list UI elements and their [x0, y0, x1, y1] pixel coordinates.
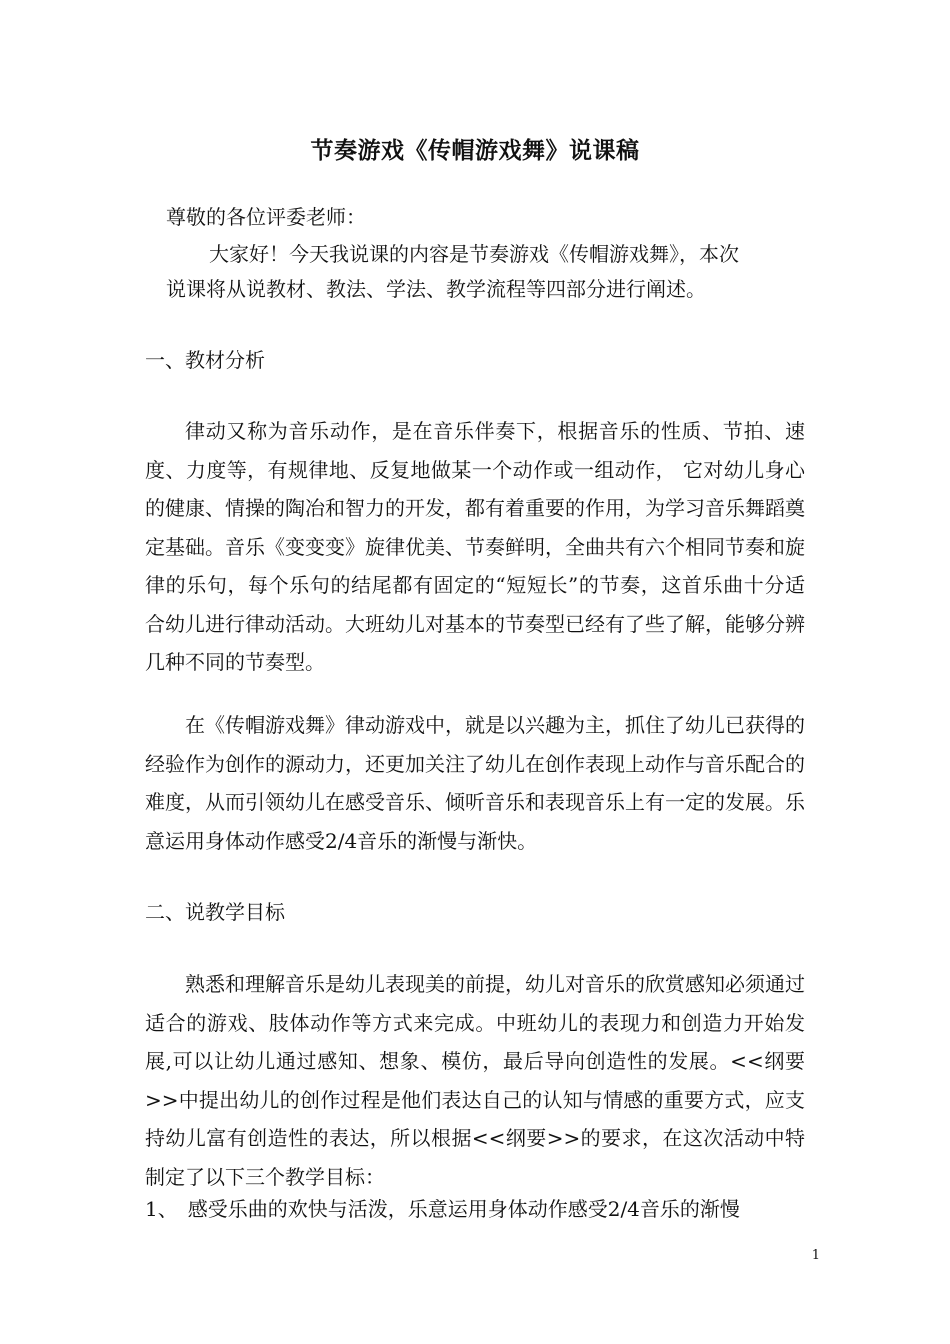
document-title: 节奏游戏《传帽游戏舞》说课稿 — [310, 137, 640, 164]
goal-list-item-1: 1、 感受乐曲的欢快与活泼，乐意运用身体动作感受2/4音乐的渐慢 — [145, 1197, 740, 1221]
section-1-heading: 一、教材分析 — [145, 348, 265, 372]
page-number: 1 — [811, 1248, 820, 1263]
intro-line-2: 说课将从说教材、教法、学法、教学流程等四部分进行阐述。 — [166, 277, 706, 301]
section-1-paragraph-1: 律动又称为音乐动作，是在音乐伴奏下，根据音乐的性质、节拍、速度、力度等，有规律地、反复地做某一个动作或一组动作， 它对幼儿身心的健康、情操的陶冶和智力的开发，都有着重要的作用，为学习音乐舞蹈奠定基础。音乐《变变变》旋律优美、节奏鲜明，全曲共有六个相同节奏和旋律的乐句，每个乐句的结尾都有固定的“短短长”的节奏，这首乐曲十分适合幼儿进行律动活动。大班幼儿对基本的节奏型已经有了些了解，能够分辨几种不同的节奏型。 — [145, 419, 805, 674]
salutation: 尊敬的各位评委老师： — [166, 205, 366, 229]
section-1-paragraph-2: 在《传帽游戏舞》律动游戏中，就是以兴趣为主，抓住了幼儿已获得的经验作为创作的源动力，还更加关注了幼儿在创作表现上动作与音乐配合的难度，从而引领幼儿在感受音乐、倾听音乐和表现音乐上有一定的发展。乐意运用身体动作感受2/4音乐的渐慢与渐快。 — [145, 713, 805, 853]
intro-line-1: 大家好！今天我说课的内容是节奏游戏《传帽游戏舞》，本次 — [209, 242, 739, 266]
section-2-heading: 二、说教学目标 — [145, 900, 285, 924]
section-2-paragraph-1: 熟悉和理解音乐是幼儿表现美的前提，幼儿对音乐的欣赏感知必须通过适合的游戏、肢体动作等方式来完成。中班幼儿的表现力和创造力开始发展,可以让幼儿通过感知、想象、模仿，最后导向创造性的发展。<<纲要>>中提出幼儿的创作过程是他们表达自己的认知与情感的重要方式，应支持幼儿富有创造性的表达，所以根据<<纲要>>的要求，在这次活动中特制定了以下三个教学目标： — [145, 972, 805, 1189]
